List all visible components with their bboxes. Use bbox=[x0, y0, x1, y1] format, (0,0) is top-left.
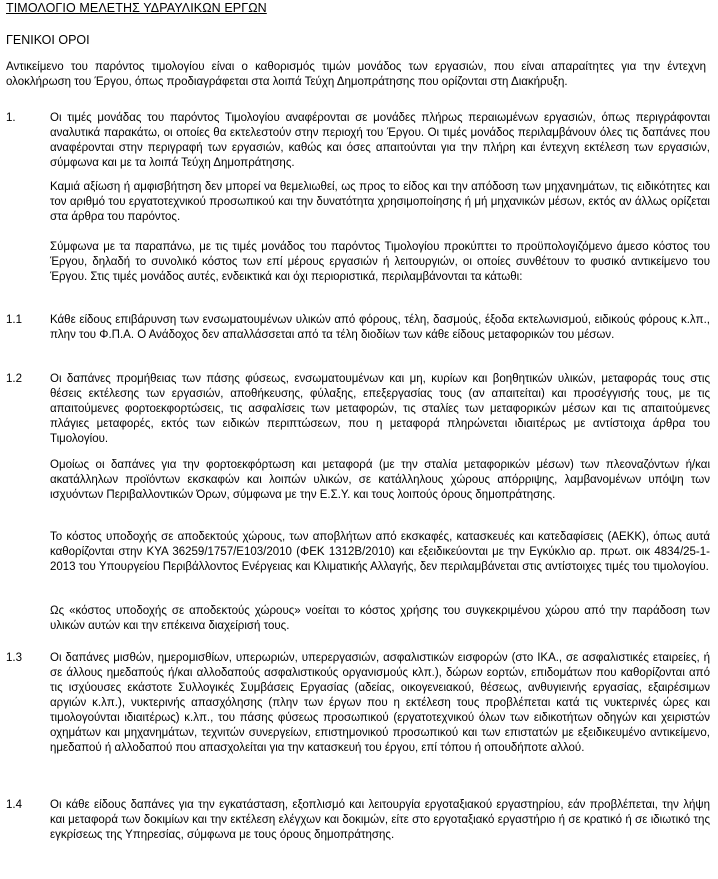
intro-paragraph: Αντικείμενο του παρόντος τιμολογίου είναι ο καθορισμός τιμών μονάδος των εργασιών, που είναι απαραίτητες για την έντεχνη ολοκλήρωση του Έργου, όπως προδιαγράφεται στα λοιπά Τεύχη Δημοπράτησης που ορίζονται στη Διακήρυξη. bbox=[6, 61, 706, 88]
paragraph: Καμιά αξίωση ή αμφισβήτηση δεν μπορεί να θεμελιωθεί, ως προς το είδος και την απόδοση των μηχανημάτων, τις ειδικότητες και τον αριθμό του εργατοτεχνικού προσωπικού και την δυνατότητα χρησιμοποίησης ή μή μηχανικών μέσων, εκτός αν άλλως ορίζεται στα άρθρα του παρόντος. bbox=[50, 181, 710, 223]
document-title: ΤΙΜΟΛΟΓΙΟ ΜΕΛΕΤΗΣ ΥΔΡΑΥΛΙΚΩΝ ΕΡΓΩΝ bbox=[6, 1, 267, 15]
paragraph: Κάθε είδους επιβάρυνση των ενσωματουμένων υλικών από φόρους, τέλη, δασμούς, έξοδα εκτελωνισμού, ειδικούς φόρους κ.λπ., πλην του Φ.Π.Α. Ο Ανάδοχος δεν απαλλάσσεται από τα τέλη διοδίων των κάθε είδους μεταφορικών του μέσων. bbox=[50, 314, 710, 341]
paragraph: Οι τιμές μονάδας του παρόντος Τιμολογίου αναφέρονται σε μονάδες πλήρως περαιωμένων εργασιών, όπως περιγράφονται αναλυτικά παρακάτω, οι οποίες θα εκτελεστούν στην περιοχή του Έργου. Οι τιμές μονάδος περιλαμβάνουν όλες τις δαπάνες που αναφέρονται στην περιγραφή των εργασιών, καθώς και όσες απαιτούνται για την πλήρη και έντεχνη εκτέλεση των εργασιών, σύμφωνα και με τα λοιπά Τεύχη Δημοπράτησης. bbox=[50, 112, 710, 169]
paragraph: Οι κάθε είδους δαπάνες για την εγκατάσταση, εξοπλισμό και λειτουργία εργοταξιακού εργαστηρίου, εάν προβλέπεται, την λήψη και μεταφορά των δοκιμίων και την εκτέλεση ελέγχων και δοκιμών, είτε στο εργοταξιακό εργαστήριο ή σε κρατικό ή σε ιδιωτικό της εγκρίσεως της Υπηρεσίας, σύμφωνα με τους όρους δημοπράτησης. bbox=[50, 799, 710, 841]
paragraph: Σύμφωνα με τα παραπάνω, με τις τιμές μονάδος του παρόντος Τιμολογίου προκύπτει το προϋπολογιζόμενο άμεσο κόστος του Έργου, δηλαδή το συνολικό κόστος των επί μέρους εργασιών ή λειτουργιών, οι οποίες συνθέτουν το φυσικό αντικείμενο του Έργου. Στις τιμές μονάδος αυτές, ενδεικτικά και όχι περιοριστικά, περιλαμβάνονται τα κάτωθι: bbox=[50, 241, 710, 283]
paragraph: Ως «κόστος υποδοχής σε αποδεκτούς χώρους» νοείται το κόστος χρήσης του συγκεκριμένου χώρου από την παράδοση των υλικών αυτών και την επέκεινα διαχείρισή τους. bbox=[50, 605, 710, 632]
paragraph: Το κόστος υποδοχής σε αποδεκτούς χώρους, των αποβλήτων από εκσκαφές, κατασκευές και κατεδαφίσεις (ΑΕΚΚ), όπως αυτά καθορίζονται στην ΚΥΑ 36259/1757/Ε103/2010 (ΦΕΚ 1312Β/2010) και εξειδικεύονται με την Εγκύκλιο αρ. πρωτ. οικ 4834/25-1-2013 του Υπουργείου Περιβάλλοντος Ενέργειας και Κλιματικής Αλλαγής, δεν περιλαμβάνεται στις αντίστοιχες τιμές του τιμολογίου. bbox=[50, 531, 710, 573]
paragraph: Οι δαπάνες προμήθειας των πάσης φύσεως, ενσωματουμένων και μη, κυρίων και βοηθητικών υλικών, μεταφοράς τους στις θέσεις εκτέλεσης των εργασιών, αποθήκευσης, φύλαξης, επεξεργασίας τους (αν απαιτείται) και προσέγγισής τους, με τις απαιτούμενες φορτοεκφορτώσεις, τις ασφαλίσεις των μεταφορών, τις σταλίες των μεταφορικών μέσων και τις απαιτούμενες πλάγιες μεταφορές, εκτός των ειδικών περιπτώσεων, που η μεταφορά πληρώνεται ιδιαιτέρως με αντίστοιχα άρθρα του Τιμολογίου. bbox=[50, 373, 710, 445]
paragraph: Ομοίως οι δαπάνες για την φορτοεκφόρτωση και μεταφορά (με την σταλία μεταφορικών μέσων) των πλεοναζόντων ή/και ακατάλληλων προϊόντων εκσκαφών και λοιπών υλικών, σε κατάλληλους χώρους απόρριψης, λαμβανομένων υπόψη των ισχυόντων Περιβαλλοντικών Όρων, σύμφωνα με την Ε.Σ.Υ. και τους λοιπούς όρους δημοπράτησης. bbox=[50, 459, 710, 501]
section-number: 1.4 bbox=[6, 799, 22, 811]
section-number: 1. bbox=[6, 112, 16, 124]
section-heading: ΓΕΝΙΚΟΙ ΟΡΟΙ bbox=[6, 33, 90, 47]
paragraph: Οι δαπάνες μισθών, ημερομισθίων, υπερωριών, υπερεργασιών, ασφαλιστικών εισφορών (στο ΙΚΑ., σε ασφαλιστικές εταιρείες, ή σε άλλους ημεδαπούς ή/και αλλοδαπούς ασφαλιστικούς οργανισμούς κλπ.), δώρων εορτών, επιδομάτων που καθορίζονται από τις ισχύουσες εκάστοτε Συλλογικές Συμβάσεις Εργασίας (αδείας, οικογενειακού, θέσεως, ανθυγιεινής εργασίας, εξαιρέσιμων αργιών κ.λπ.), νυκτερινής απασχόλησης (πλην των έργων που η εκτέλεση τους προβλέπεται κατά τις νυκτερινές ώρες και τιμολογούνται ιδιαιτέρως) κ.λπ., του πάσης φύσεως προσωπικού (εργατοτεχνικού όλων των ειδικοτήτων οδηγών και χειριστών οχημάτων και μηχανημάτων, τεχνιτών συνεργείων, επιστημονικού προσωπικού και των επιστατών με εξειδικευμένο αντικείμενο, ημεδαπού ή αλλοδαπού που απασχολείται για την κατασκευή του έργου, επί τόπου ή οπουδήποτε αλλού. bbox=[50, 652, 710, 754]
section-number: 1.2 bbox=[6, 373, 22, 385]
section-number: 1.3 bbox=[6, 652, 22, 664]
section-number: 1.1 bbox=[6, 314, 22, 326]
